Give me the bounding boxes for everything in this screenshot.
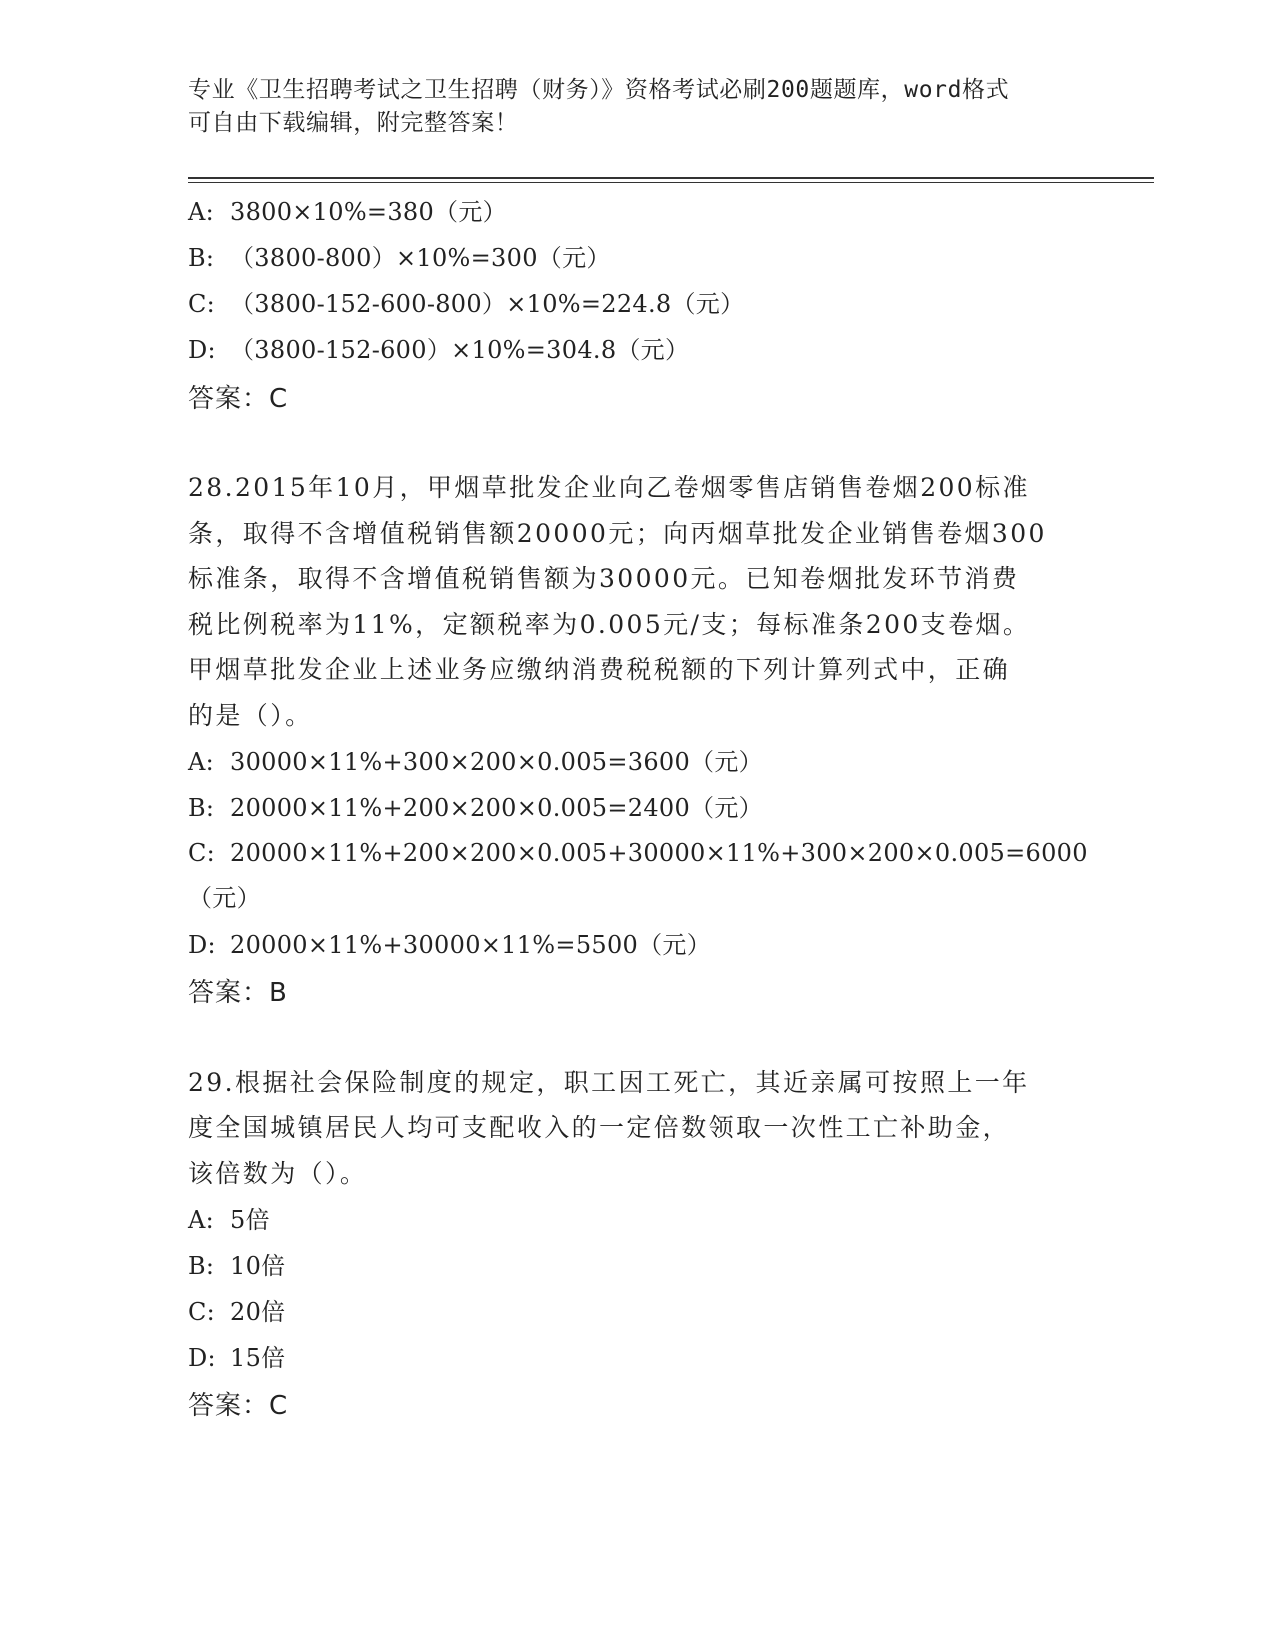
option-text: 30000×11%+300×200×0.005=3600（元） [230,747,763,776]
option-a [188,189,1088,235]
option-text: 15倍 [230,1343,286,1372]
option-text: 5倍 [230,1205,270,1234]
question-29-stem [188,1060,1088,1197]
option-text: 3800×10%=380（元） [230,198,507,226]
option-key: D: [188,930,216,959]
option-c [188,281,1088,327]
option-text: 10倍 [230,1251,286,1280]
option-text: 20000×11%+30000×11%=5500（元） [230,930,711,959]
option-key: C: [188,290,216,318]
stem-line: 税比例税率为11%，定额税率为0.005元/支；每标准条200支卷烟。 [188,609,1031,639]
option-text: 20倍 [230,1297,286,1326]
option-text-continued: （元） [188,884,261,913]
spacer [188,419,1088,465]
header-line-2: 可自由下载编辑，附完整答案！ [188,110,519,136]
option-text: （3800-152-600）×10%=304.8（元） [230,336,690,364]
option-key: D: [188,1343,216,1372]
option-key: B: [188,793,215,822]
option-text: （3800-152-600-800）×10%=224.8（元） [230,290,745,318]
header-divider-thin [188,182,1154,183]
option-d [188,327,1088,373]
stem-line: 该倍数为（）。 [188,1158,368,1188]
document-header [188,74,1088,140]
option-a [188,1197,1088,1243]
answer-28: 答案：B [188,978,288,1009]
header-line-1: 专业《卫生招聘考试之卫生招聘（财务）》资格考试必刷200题题库，word格式 [188,77,1010,103]
stem-line: 条，取得不含增值税销售额20000元；向丙烟草批发企业销售卷烟300 [188,518,1047,548]
option-d [188,922,1088,968]
option-key: B: [188,244,215,272]
question-28 [188,465,1088,1014]
header-divider-thick [188,177,1154,179]
option-text: 20000×11%+200×200×0.005=2400（元） [230,793,763,822]
option-key: D: [188,336,216,364]
stem-line: 度全国城镇居民人均可支配收入的一定倍数领取一次性工亡补助金， [188,1113,1011,1143]
option-b [188,235,1088,281]
option-b [188,785,1088,831]
option-c [188,831,1088,922]
question-28-stem [188,465,1088,739]
question-29 [188,1060,1088,1427]
option-d [188,1335,1088,1381]
option-key: A: [188,198,215,226]
answer-29: 答案：C [188,1391,289,1422]
stem-line: 的是（）。 [188,700,313,730]
stem-line: 标准条，取得不含增值税销售额为30000元。已知卷烟批发环节消费 [188,564,1020,594]
option-key: C: [188,838,216,867]
option-key: A: [188,747,215,776]
option-c [188,1289,1088,1335]
option-key: A: [188,1205,215,1234]
question-content [188,189,1088,1427]
option-text: 20000×11%+200×200×0.005+30000×11%+300×200×0.005=6000 [230,838,1088,867]
option-b [188,1243,1088,1289]
question-27-options [188,189,1088,419]
stem-line: 29.根据社会保险制度的规定，职工因工死亡，其近亲属可按照上一年 [188,1067,1030,1097]
option-key: B: [188,1251,215,1280]
stem-line: 28.2015年10月，甲烟草批发企业向乙卷烟零售店销售卷烟200标准 [188,473,1030,502]
spacer [188,1014,1088,1060]
option-key: C: [188,1297,216,1326]
answer-27: 答案：C [188,383,289,414]
option-a [188,739,1088,785]
stem-line: 甲烟草批发企业上述业务应缴纳消费税税额的下列计算列式中，正确 [188,655,1011,685]
option-text: （3800-800）×10%=300（元） [230,244,611,272]
